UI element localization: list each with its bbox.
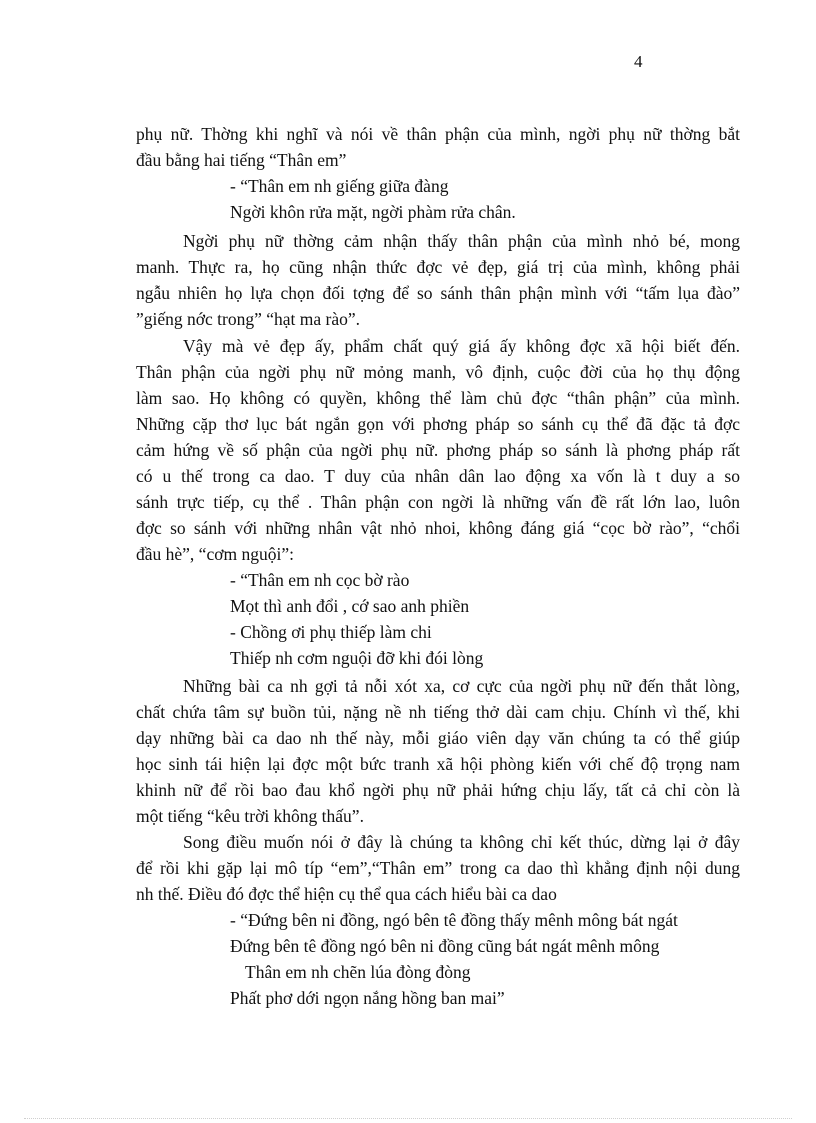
text-line: để rồi khi gặp lại mô típ “em”,“Thân em” trong ca dao thì khẳng định nội dung [136,858,740,878]
text-line: cảm hứng về số phận của ngời phụ nữ. phơng pháp so sánh là phơng pháp rất [136,440,740,460]
paragraph-first-line: Song điều muốn nói ở đây là chúng ta không chỉ kết thúc, dừng lại ở đây [183,832,740,852]
verse-line: Thiếp nh cơm nguội đỡ khi đói lòng [230,648,484,668]
paragraph-first-line: Ngời phụ nữ thờng cảm nhận thấy thân phận của mình nhỏ bé, mong [183,231,740,251]
text-line: đầu hè”, “cơm nguội”: [136,544,294,564]
verse-line: - “Đứng bên ni đồng, ngó bên tê đồng thấy mênh mông bát ngát [230,910,678,930]
text-line: có u thế trong ca dao. T duy của nhân dân lao động xa vốn là t duy a so [136,466,740,486]
verse-line: - Chồng ơi phụ thiếp làm chi [230,622,432,642]
text-line: Những cặp thơ lục bát ngắn gọn với phơng pháp so sánh cụ thể đã đặc tả đợc [136,414,740,434]
verse-line: Ngời khôn rửa mặt, ngời phàm rửa chân. [230,202,516,222]
text-line: phụ nữ. Thờng khi nghĩ và nói về thân phận của mình, ngời phụ nữ thờng bắt [136,124,740,144]
page-bottom-divider [24,1118,792,1119]
text-line: học sinh tái hiện lại đợc một bức tranh xã hội phòng kiến với chế độ trọng nam [136,754,740,774]
text-line: khinh nữ để rồi bao đau khổ ngời phụ nữ phải hứng chịu lấy, tất cả chỉ còn là [136,780,740,800]
verse-line: Mọt thì anh đổi , cớ sao anh phiền [230,596,470,616]
text-line: Thân phận của ngời phụ nữ mỏng manh, vô định, cuộc đời của họ thụ động [136,362,740,382]
text-line: nh thế. Điều đó đợc thể hiện cụ thể qua cách hiểu bài ca dao [136,884,557,904]
verse-line: Phất phơ dới ngọn nắng hồng ban mai” [230,988,505,1008]
verse-line: - “Thân em nh giếng giữa đàng [230,176,449,196]
text-line: sánh trực tiếp, cụ thể . Thân phận con ngời là những vấn đề rất lớn lao, luôn [136,492,740,512]
verse-line: Đứng bên tê đồng ngó bên ni đồng cũng bát ngát mênh mông [230,936,660,956]
text-line: đầu bằng hai tiếng “Thân em” [136,150,347,170]
text-line: dạy những bài ca dao nh thế này, mỗi giáo viên dạy văn chúng ta có thể giúp [136,728,740,748]
page-number: 4 [634,52,643,71]
verse-line: Thân em nh chẽn lúa đòng đòng [245,962,471,982]
text-line: làm sao. Họ không có quyền, không thể làm chủ đợc “thân phận” của mình. [136,388,740,408]
paragraph-first-line: Những bài ca nh gợi tả nỗi xót xa, cơ cực của ngời phụ nữ đến thắt lòng, [183,676,740,696]
text-line: một tiếng “kêu trời không thấu”. [136,806,364,826]
text-line: manh. Thực ra, họ cũng nhận thức đợc vẻ đẹp, giá trị của mình, không phải [136,257,740,277]
text-line: chất chứa tâm sự buồn tủi, nặng nề nh tiếng thở dài cam chịu. Chính vì thế, khi [136,702,740,722]
verse-line: - “Thân em nh cọc bờ rào [230,570,410,590]
text-line: ngẫu nhiên họ lựa chọn đối tợng để so sánh thân phận mình với “tấm lụa đào” [136,283,740,303]
text-line: đợc so sánh với những nhân vật nhỏ nhoi, không đáng giá “cọc bờ rào”, “chổi [136,518,740,538]
paragraph-first-line: Vậy mà vẻ đẹp ấy, phẩm chất quý giá ấy không đợc xã hội biết đến. [183,336,740,356]
text-line: ”giếng nớc trong” “hạt ma rào”. [136,309,361,329]
